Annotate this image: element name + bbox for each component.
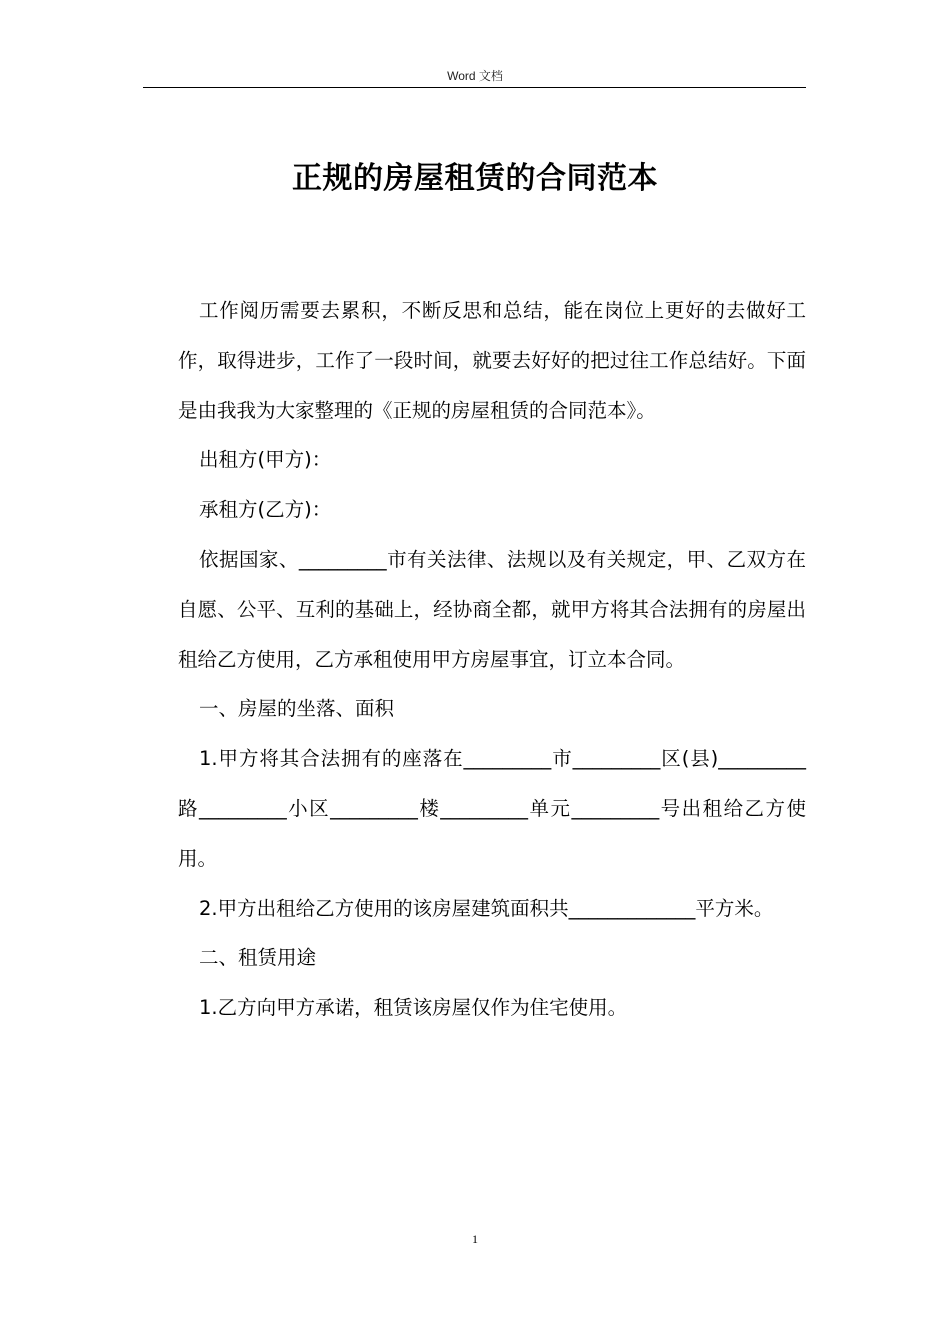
- section-heading-location: 一、房屋的坐落、面积: [199, 697, 395, 721]
- clause-1-2: 2.甲方出租给乙方使用的该房屋建筑面积共_____________平方米。: [199, 896, 774, 920]
- paragraph-basis: 依据国家、_________市有关法律、法规以及有关规定，甲、乙双方在自愿、公平、互利的基础上，经协商全都，就甲方将其合法拥有的房屋出租给乙方使用，乙方承租使用甲方房屋事宜，订立本合同。: [178, 547, 806, 671]
- section-heading-purpose: 二、租赁用途: [199, 946, 317, 970]
- document-body: [178, 286, 806, 1033]
- page-number: 1: [472, 1232, 478, 1246]
- header-divider: [143, 87, 806, 88]
- page-header-label: Word 文档: [447, 69, 503, 83]
- clause-2-1: 1.乙方向甲方承诺，租赁该房屋仅作为住宅使用。: [199, 996, 628, 1020]
- paragraph-intro: 工作阅历需要去累积，不断反思和总结，能在岗位上更好的去做好工作，取得进步，工作了一段时间，就要去好好的把过往工作总结好。下面是由我我为大家整理的《正规的房屋租赁的合同范本》。: [178, 299, 806, 422]
- paragraph-lessor: 出租方(甲方)：: [199, 448, 332, 472]
- paragraph-lessee: 承租方(乙方)：: [199, 498, 332, 522]
- clause-1-1: 1.甲方将其合法拥有的座落在_________市_________区(县)_________路_________小区_________楼_________单元_________号出租给乙方使用。: [178, 747, 806, 870]
- document-title: 正规的房屋租赁的合同范本: [292, 161, 658, 196]
